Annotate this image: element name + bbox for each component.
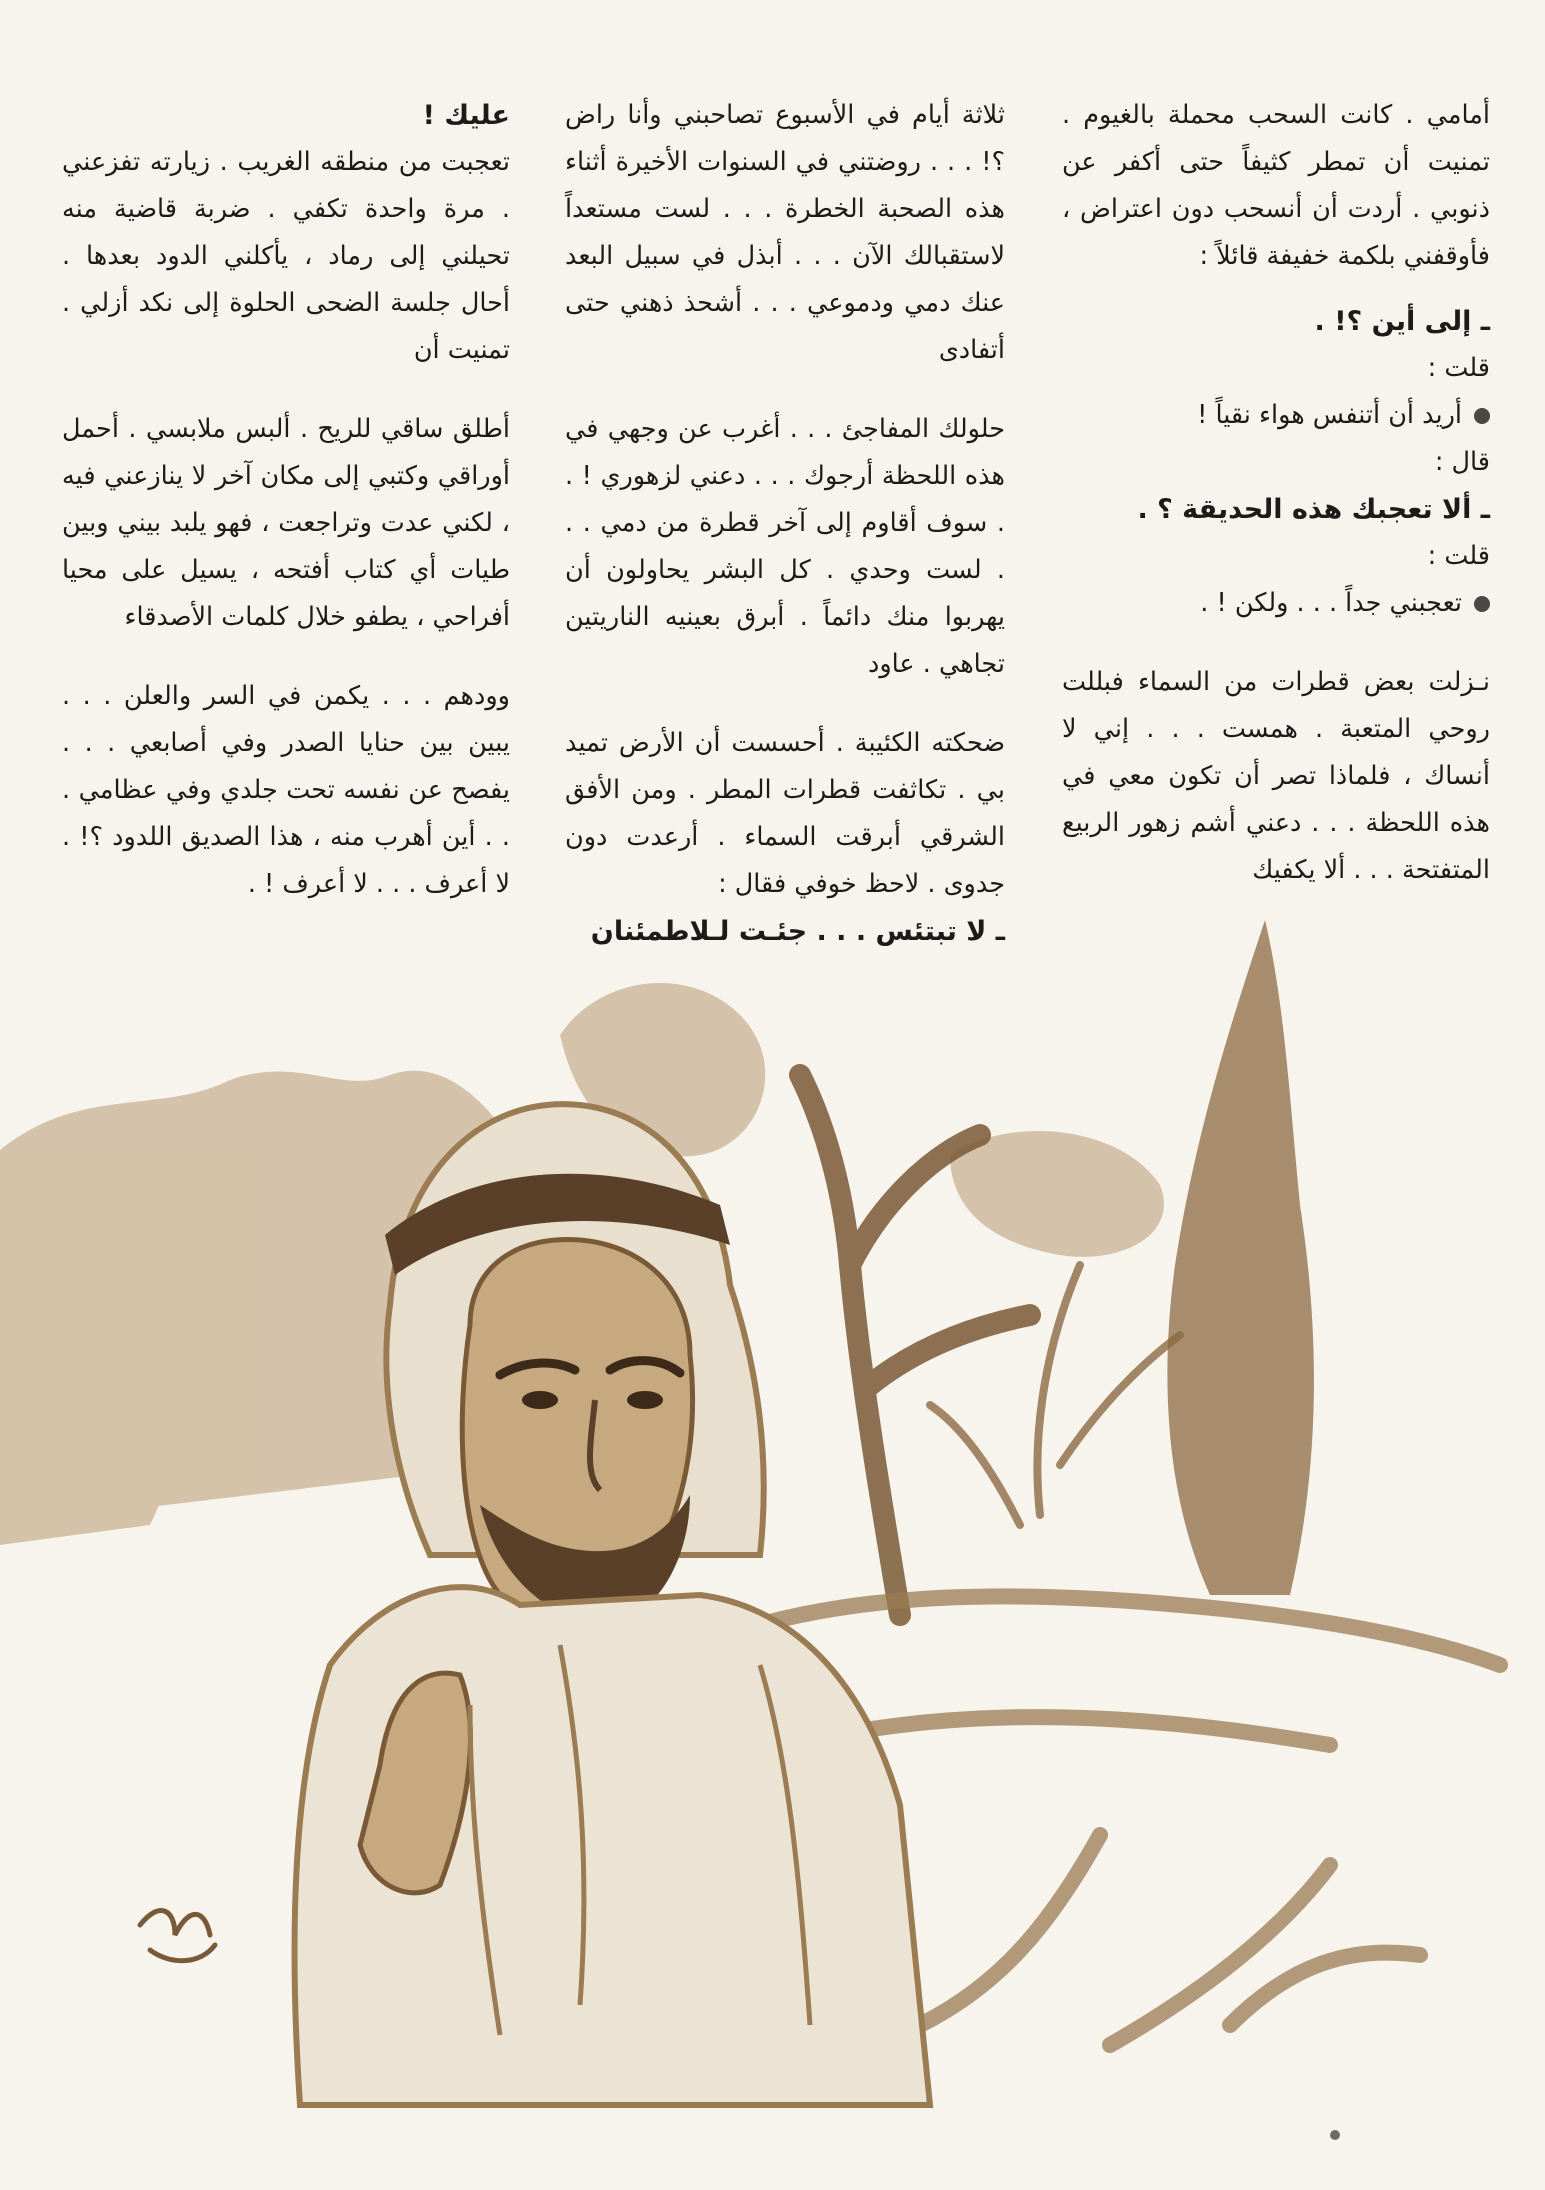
paragraph: ثلاثة أيام في الأسبوع تصاحبني وأنا راض ؟! . . . روضتني في السنوات الأخيرة أثناء هذه الصحبة الخطرة . . . لست مستعداً لاستقبالك الآن . . . أبذل في سبيل البعد عنك دمي ودموعي . . . أشحذ ذهني حتى أتفادى bbox=[565, 100, 1005, 365]
text-column-left bbox=[62, 92, 510, 899]
dialog-answer-text: أريد أن أتنفس هواء نقياً ! bbox=[1197, 400, 1462, 430]
paragraph: أطلق ساقي للريح . ألبس ملابسي . أحمل أوراقي وكتبي إلى مكان آخر لا ينازعني فيه ، لكني عدت وتراجعت ، فهو يلبد بيني وبين طيات أي كتاب أفتحه ، يسيل على محيا أفراحي ، يطفو خلال كلمات الأصدقاء bbox=[62, 414, 510, 632]
dialog-question: ـ إلى أين ؟! . bbox=[1314, 306, 1490, 337]
artist-signature bbox=[140, 1911, 215, 1961]
paragraph-heading: عليك ! bbox=[422, 100, 510, 131]
left-eye bbox=[522, 1391, 558, 1409]
paragraph: نـزلت بعض قطرات من السماء فبللت روحي المتعبة . همست . . . إني لا أنساك ، فلماذا تصر أن تكون معي في هذه اللحظة . . . دعني أشم زهور الربيع المتفتحة . . . ألا يكفيك bbox=[1062, 667, 1490, 885]
bare-branches bbox=[930, 1265, 1180, 1525]
cypress-tree bbox=[1167, 920, 1314, 1595]
paragraph: ضحكته الكئيبة . أحسست أن الأرض تميد بي . تكاثفت قطرات المطر . ومن الأفق الشرقي أبرقت السماء . أرعدت دون جدوى . لاحظ خوفي فقال : bbox=[565, 728, 1005, 899]
dialog-speaker: قلت : bbox=[1427, 541, 1490, 571]
dialog-quote: ـ لا تبتئس . . . جئـت لـلاطمئنان bbox=[590, 916, 1005, 947]
text-column-right bbox=[1062, 92, 1490, 885]
paragraph: وودهم . . . يكمن في السر والعلن . . . يبين بين حنايا الصدر وفي أصابعي . . . يفصح عن نفسه تحت جلدي وفي عظامي . . . أين أهرب منه ، هذا الصديق اللدود ؟! . لا أعرف . . . لا أعرف ! . bbox=[62, 681, 510, 899]
dialog-answer bbox=[1062, 392, 1490, 439]
paragraph: أمامي . كانت السحب محملة بالغيوم . تمنيت أن تمطر كثيفاً حتى أكفر عن ذنوبي . أردت أن أنسحب دون اعتراض ، فأوقفني بلكمة خفيفة قائلاً : bbox=[1062, 100, 1490, 271]
paragraph: حلولك المفاجئ . . . أغرب عن وجهي في هذه اللحظة أرجوك . . . دعني لزهوري ! . . سوف أقاوم إلى آخر قطرة من دمي . . . لست وحدي . كل البشر يحاولون أن يهربوا منك دائماً . أبرق بعينيه الناريتين تجاهي . عاود bbox=[565, 414, 1005, 679]
bullet-icon bbox=[1474, 596, 1490, 612]
right-eye bbox=[627, 1391, 663, 1409]
bullet-icon bbox=[1474, 408, 1490, 424]
dialog-speaker: قلت : bbox=[1427, 353, 1490, 383]
dialog-answer bbox=[1062, 580, 1490, 627]
dialog-answer-text: تعجبني جداً . . . ولكن ! . bbox=[1200, 588, 1462, 618]
paragraph: تعجبت من منطقه الغريب . زيارته تفزعني . مرة واحدة تكفي . ضربة قاضية منه تحيلني إلى رماد ، يأكلني الدود بعدها . أحال جلسة الضحى الحلوة إلى نكد أزلي . تمنيت أن bbox=[62, 147, 510, 365]
text-column-middle bbox=[565, 92, 1005, 947]
sepia-illustration bbox=[0, 905, 1545, 2155]
dialog-speaker: قال : bbox=[1434, 447, 1490, 477]
dialog-question: ـ ألا تعجبك هذه الحديقة ؟ . bbox=[1137, 494, 1490, 525]
page-dot bbox=[1330, 2130, 1340, 2140]
